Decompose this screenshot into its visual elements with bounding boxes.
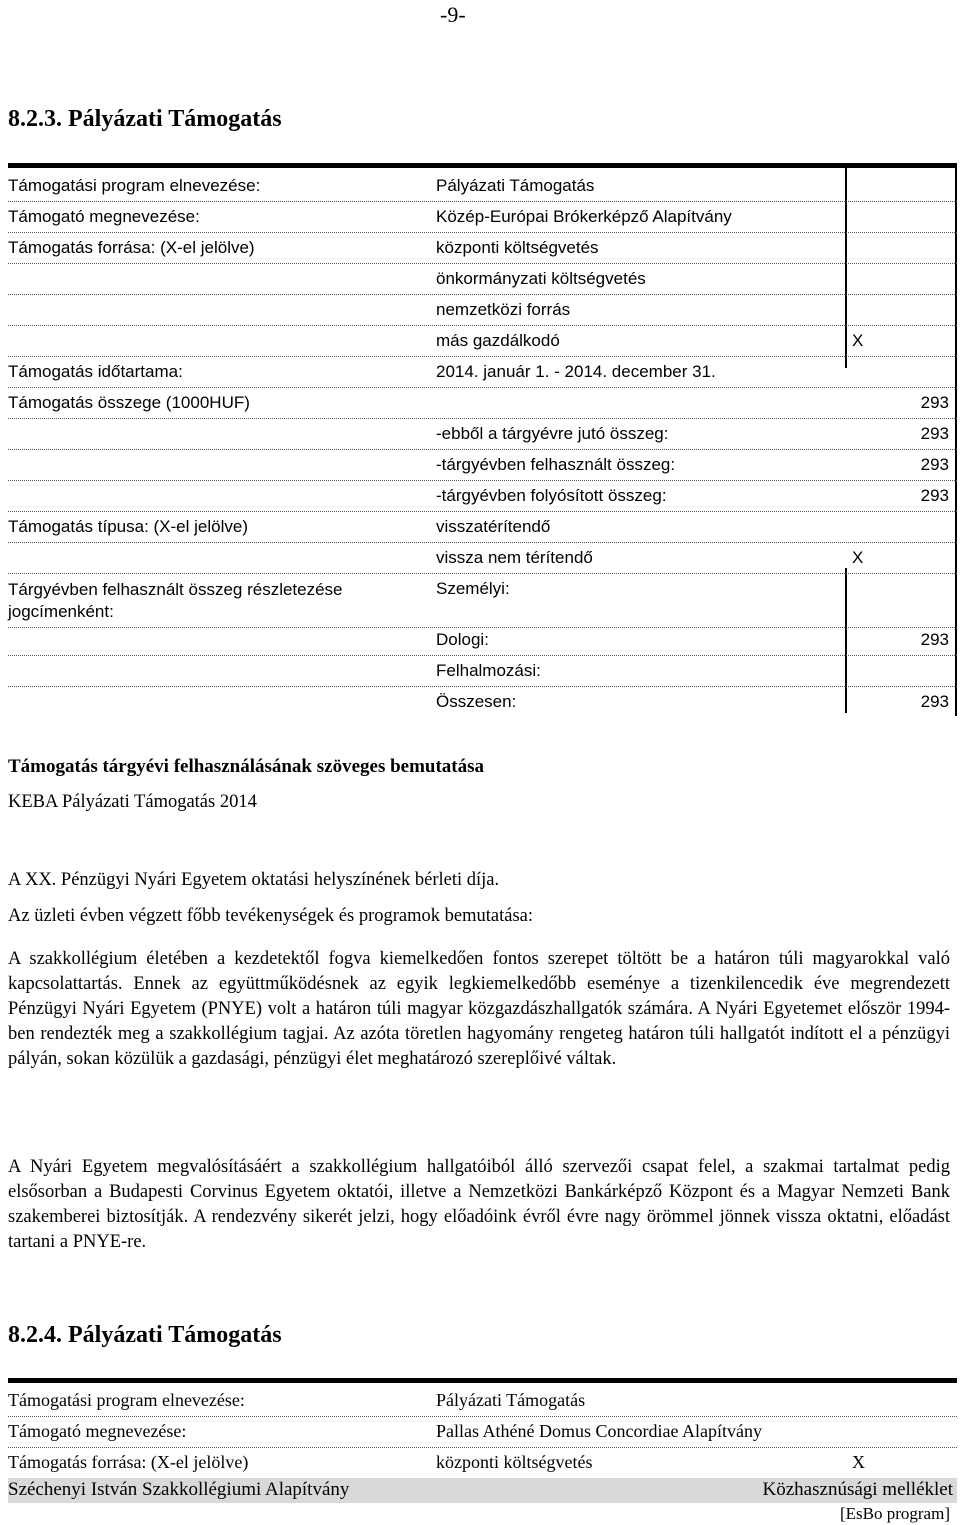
- table-row: [8, 176, 957, 202]
- row-value: Dologi:: [436, 630, 489, 649]
- table-row: [8, 238, 957, 264]
- description-line: A XX. Pénzügyi Nyári Egyetem oktatási helyszínének bérleti díja.: [8, 870, 500, 890]
- footer-organization: Széchenyi István Szakkollégiumi Alapítvány: [8, 1479, 350, 1500]
- table-row: [8, 207, 957, 233]
- section-title: 8.2.4. Pályázati Támogatás: [8, 1322, 282, 1348]
- checkbox-mark: X: [852, 1452, 865, 1472]
- row-value: önkormányzati költségvetés: [436, 269, 646, 288]
- activities-paragraph: A Nyári Egyetem megvalósításáért a szakkollégium hallgatóiból álló szervezői csapat felel, a szakmai tartalmat pedig elsősorban a Budapesti Corvinus Egyetem oktatói, illetve a Nemzetközi Bankárképző Központ és a Magyar Nemzeti Bank szakemberei biztosítják. A rendezvény sikerét jelzi, hogy előadóink évről évre nagy örömmel jönnek vissza oktatni, előadást tartani a PNYE-re.: [8, 1157, 950, 1252]
- row-label: Támogatás típusa: (X-el jelölve): [8, 517, 248, 536]
- row-value: Összesen:: [436, 692, 517, 711]
- table-row: [8, 393, 957, 419]
- row-value: -ebből a tárgyévre jutó összeg:: [436, 424, 669, 443]
- row-amount: 293: [920, 692, 949, 711]
- row-value: Közép-Európai Brókerképző Alapítvány: [436, 207, 732, 226]
- row-separator: [8, 627, 957, 628]
- table-row: [8, 692, 957, 718]
- row-value: visszatérítendő: [436, 517, 551, 536]
- table-row: [8, 661, 957, 687]
- table-row: [8, 517, 957, 543]
- row-label: Támogatási program elnevezése:: [8, 176, 261, 195]
- table-row: [8, 269, 957, 295]
- table-row: [8, 455, 957, 481]
- table-row: [8, 486, 957, 512]
- row-value: más gazdálkodó: [436, 331, 560, 350]
- table-row: [8, 331, 957, 357]
- row-value: központi költségvetés: [436, 238, 599, 257]
- row-value: Pályázati Támogatás: [436, 176, 595, 195]
- table-row: [8, 1452, 957, 1479]
- row-amount: 293: [920, 455, 949, 474]
- row-label: Támogatás összege (1000HUF): [8, 393, 250, 412]
- row-value: 2014. január 1. - 2014. december 31.: [436, 362, 716, 381]
- section-title: 8.2.3. Pályázati Támogatás: [8, 106, 282, 132]
- row-amount: 293: [920, 424, 949, 443]
- row-value: -tárgyévben folyósított összeg:: [436, 486, 667, 505]
- table-top-rule: [8, 1378, 957, 1383]
- row-amount: 293: [920, 486, 949, 505]
- row-value: központi költségvetés: [436, 1452, 593, 1472]
- row-value: -tárgyévben felhasznált összeg:: [436, 455, 676, 474]
- page-footer: [8, 1478, 957, 1503]
- row-label: Támogatási program elnevezése:: [8, 1390, 245, 1410]
- row-amount: 293: [920, 393, 949, 412]
- table-row: [8, 300, 957, 326]
- table-row: [8, 579, 957, 627]
- row-label: Támogató megnevezése:: [8, 1421, 187, 1441]
- activities-paragraph: A szakkollégium életében a kezdetektől fogva kiemelkedően fontos szerepet töltött be a határon túli magyarokkal való kapcsolattartás. Ennek az együttműködésnek az egyik legkiemelkedőbb eseménye a tizenkilencedik éve megrendezett Pénzügyi Nyári Egyetem (PNYE) volt a határon túli magyar közgazdászhallgatók számára. A Nyári Egyetemet először 1994-ben rendezték meg a szakkollégium tagjai. Az azóta töretlen hagyomány rengeteg határon túli hallgatót indított el a pénzügyi pályán, sokan közülük a gazdasági, pénzügyi élet meghatározó szereplőivé váltak.: [8, 949, 950, 1069]
- row-amount: 293: [920, 630, 949, 649]
- row-label: Támogatás forrása: (X-el jelölve): [8, 1452, 249, 1472]
- footer-program: [EsBo program]: [839, 1504, 950, 1523]
- row-label-line: jogcímenként:: [8, 602, 114, 621]
- table-row: [8, 362, 957, 388]
- page-number: -9-: [440, 2, 466, 27]
- footer-document-type: Közhasznúsági melléklet: [762, 1479, 953, 1500]
- row-label: Támogatás időtartama:: [8, 362, 183, 381]
- row-value: Személyi:: [436, 579, 510, 598]
- row-value: Felhalmozási:: [436, 661, 541, 680]
- row-label: Támogatás forrása: (X-el jelölve): [8, 238, 255, 257]
- row-label: [8, 579, 343, 623]
- description-line: KEBA Pályázati Támogatás 2014: [8, 792, 257, 812]
- table-row: [8, 1390, 957, 1417]
- table-top-rule: [8, 163, 957, 168]
- description-heading: Támogatás tárgyévi felhasználásának szöveges bemutatása: [8, 756, 485, 777]
- table-row: [8, 630, 957, 656]
- row-value: vissza nem térítendő: [436, 548, 593, 567]
- activities-heading: Az üzleti évben végzett főbb tevékenységek és programok bemutatása:: [8, 906, 533, 926]
- checkbox-mark: X: [852, 331, 864, 350]
- row-label: Támogató megnevezése:: [8, 207, 200, 226]
- checkbox-mark: X: [852, 548, 864, 567]
- table-row: [8, 424, 957, 450]
- row-value: Pályázati Támogatás: [436, 1390, 586, 1410]
- row-value: Pallas Athéné Domus Concordiae Alapítvány: [436, 1421, 762, 1441]
- row-value: nemzetközi forrás: [436, 300, 571, 319]
- row-label-line: Tárgyévben felhasznált összeg részletezése: [8, 580, 343, 599]
- table-row: [8, 548, 957, 574]
- table-row: [8, 1421, 957, 1448]
